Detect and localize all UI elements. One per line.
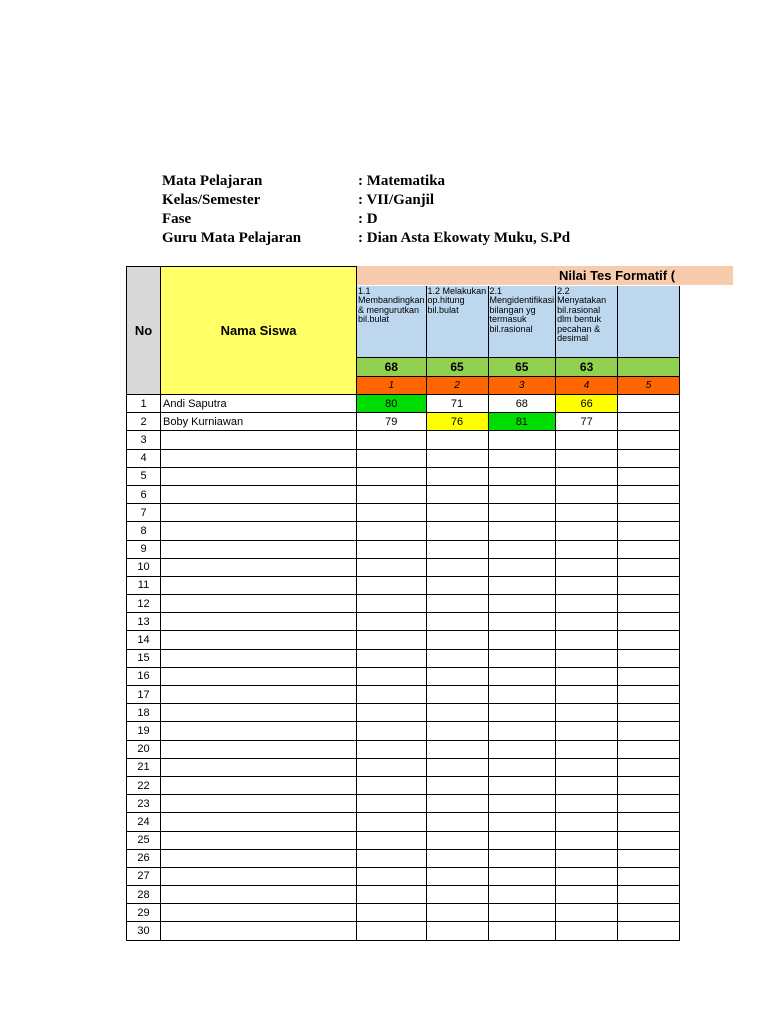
score-cell[interactable] — [618, 558, 680, 576]
score-cell[interactable] — [556, 649, 618, 667]
row-number-cell[interactable]: 4 — [127, 449, 161, 467]
score-cell[interactable] — [426, 904, 488, 922]
score-cell[interactable] — [426, 449, 488, 467]
student-name-cell[interactable] — [161, 686, 357, 704]
score-cell[interactable] — [357, 649, 427, 667]
row-number-cell[interactable]: 25 — [127, 831, 161, 849]
info-value-subject: : Matematika — [358, 173, 446, 189]
score-cell[interactable] — [357, 431, 427, 449]
student-name-cell[interactable] — [161, 831, 357, 849]
score-cell[interactable] — [488, 831, 556, 849]
score-cell[interactable] — [556, 522, 618, 540]
score-cell[interactable] — [618, 722, 680, 740]
score-cell[interactable] — [488, 867, 556, 885]
student-name-cell[interactable] — [161, 667, 357, 685]
table-row — [127, 649, 680, 667]
row-number-cell[interactable]: 5 — [127, 467, 161, 485]
table-row — [127, 704, 680, 722]
score-cell[interactable] — [618, 867, 680, 885]
student-name-cell[interactable] — [161, 795, 357, 813]
score-cell[interactable] — [618, 795, 680, 813]
score-cell[interactable] — [488, 522, 556, 540]
student-name-cell[interactable] — [161, 449, 357, 467]
table-row — [127, 522, 680, 540]
student-name-cell[interactable]: Boby Kurniawan — [161, 413, 357, 431]
student-name-cell[interactable] — [161, 904, 357, 922]
score-cell[interactable] — [556, 867, 618, 885]
score-cell[interactable] — [426, 813, 488, 831]
score-cell[interactable] — [357, 576, 427, 594]
student-name-cell[interactable] — [161, 467, 357, 485]
score-cell[interactable] — [556, 704, 618, 722]
info-value-teacher: : Dian Asta Ekowaty Muku, S.Pd — [358, 230, 571, 246]
row-number-cell[interactable]: 7 — [127, 504, 161, 522]
objective-cell[interactable] — [556, 286, 618, 358]
score-cell[interactable] — [556, 740, 618, 758]
row-number-cell[interactable]: 30 — [127, 922, 161, 940]
score-cell[interactable] — [556, 504, 618, 522]
score-cell[interactable] — [556, 886, 618, 904]
score-cell[interactable] — [618, 595, 680, 613]
info-label-phase: Fase — [162, 211, 192, 227]
info-label-teacher: Guru Mata Pelajaran — [162, 230, 302, 246]
objective-cell[interactable] — [488, 286, 556, 358]
score-cell[interactable] — [618, 467, 680, 485]
score-cell[interactable] — [488, 540, 556, 558]
score-cell[interactable] — [488, 904, 556, 922]
table-row — [127, 922, 680, 940]
info-label-subject: Mata Pelajaran — [162, 173, 263, 189]
table-row — [127, 740, 680, 758]
score-cell[interactable] — [618, 758, 680, 776]
score-cell[interactable] — [488, 813, 556, 831]
student-name-cell[interactable] — [161, 631, 357, 649]
student-name-cell[interactable] — [161, 704, 357, 722]
score-cell[interactable] — [488, 722, 556, 740]
score-cell[interactable] — [357, 722, 427, 740]
score-cell[interactable] — [357, 631, 427, 649]
objective-text: 2.2 Menyatakan bil.rasional dlm bentuk pecahan & desimal — [557, 285, 607, 343]
score-cell[interactable] — [426, 758, 488, 776]
score-cell[interactable] — [618, 522, 680, 540]
score-cell[interactable] — [357, 686, 427, 704]
score-cell[interactable] — [488, 431, 556, 449]
score-cell[interactable] — [618, 449, 680, 467]
score-cell[interactable] — [426, 467, 488, 485]
score-cell[interactable] — [426, 704, 488, 722]
score-cell[interactable] — [556, 722, 618, 740]
score-cell[interactable] — [357, 776, 427, 794]
row-number-cell[interactable]: 13 — [127, 613, 161, 631]
score-cell[interactable] — [556, 595, 618, 613]
score-cell[interactable] — [426, 613, 488, 631]
score-cell[interactable] — [488, 449, 556, 467]
score-cell[interactable] — [618, 504, 680, 522]
kkm-cell[interactable]: 65 — [488, 358, 556, 377]
objective-cell[interactable] — [426, 286, 488, 358]
score-cell[interactable] — [488, 704, 556, 722]
score-cell[interactable] — [357, 558, 427, 576]
score-cell[interactable] — [488, 631, 556, 649]
table-row — [127, 722, 680, 740]
score-cell[interactable] — [357, 704, 427, 722]
score-cell[interactable] — [556, 831, 618, 849]
row-number-cell[interactable]: 28 — [127, 886, 161, 904]
index-cell[interactable]: 5 — [618, 377, 680, 395]
score-cell[interactable] — [488, 595, 556, 613]
student-name-cell[interactable] — [161, 613, 357, 631]
score-cell[interactable] — [426, 595, 488, 613]
table-row — [127, 849, 680, 867]
score-cell[interactable] — [426, 686, 488, 704]
row-number-cell[interactable]: 3 — [127, 431, 161, 449]
score-cell[interactable] — [618, 413, 680, 431]
score-cell[interactable] — [426, 504, 488, 522]
score-cell[interactable] — [488, 576, 556, 594]
score-cell[interactable] — [556, 576, 618, 594]
table-row — [127, 395, 680, 413]
score-cell[interactable] — [618, 704, 680, 722]
row-number-cell[interactable]: 20 — [127, 740, 161, 758]
score-cell[interactable] — [556, 776, 618, 794]
score-cell[interactable] — [488, 740, 556, 758]
score-cell[interactable] — [426, 849, 488, 867]
table-row — [127, 558, 680, 576]
table-row — [127, 904, 680, 922]
score-cell[interactable] — [556, 485, 618, 503]
score-cell[interactable] — [357, 831, 427, 849]
formative-test-banner: Nilai Tes Formatif ( — [357, 266, 733, 285]
score-cell[interactable] — [556, 813, 618, 831]
student-name-cell[interactable] — [161, 649, 357, 667]
student-name-cell[interactable] — [161, 813, 357, 831]
row-number-cell[interactable]: 26 — [127, 849, 161, 867]
score-cell[interactable] — [556, 613, 618, 631]
student-name-cell[interactable] — [161, 595, 357, 613]
row-number-cell[interactable]: 12 — [127, 595, 161, 613]
table-row — [127, 613, 680, 631]
score-cell[interactable] — [426, 722, 488, 740]
index-cell[interactable]: 4 — [556, 377, 618, 395]
score-cell[interactable] — [556, 758, 618, 776]
score-cell[interactable] — [488, 558, 556, 576]
table-row — [127, 413, 680, 431]
table-row — [127, 504, 680, 522]
score-cell[interactable] — [426, 576, 488, 594]
score-cell[interactable] — [618, 485, 680, 503]
row-number-cell[interactable]: 15 — [127, 649, 161, 667]
score-cell[interactable] — [357, 849, 427, 867]
student-name-cell[interactable] — [161, 758, 357, 776]
score-cell[interactable] — [426, 867, 488, 885]
score-cell[interactable] — [618, 813, 680, 831]
row-number-cell[interactable]: 22 — [127, 776, 161, 794]
score-cell[interactable] — [556, 667, 618, 685]
score-cell[interactable] — [488, 795, 556, 813]
table-row — [127, 485, 680, 503]
student-name-cell[interactable] — [161, 576, 357, 594]
score-cell[interactable]: 71 — [426, 395, 488, 413]
score-cell[interactable] — [618, 831, 680, 849]
score-cell[interactable] — [426, 649, 488, 667]
score-cell[interactable] — [618, 922, 680, 940]
score-cell[interactable] — [556, 904, 618, 922]
row-number-cell[interactable]: 14 — [127, 631, 161, 649]
info-value-class: : VII/Ganjil — [358, 192, 434, 208]
score-cell[interactable] — [357, 813, 427, 831]
score-cell[interactable] — [556, 449, 618, 467]
score-cell[interactable]: 66 — [556, 395, 618, 413]
index-cell[interactable]: 2 — [426, 377, 488, 395]
score-cell[interactable] — [357, 449, 427, 467]
score-cell[interactable] — [488, 649, 556, 667]
row-number-cell[interactable]: 29 — [127, 904, 161, 922]
table-row — [127, 540, 680, 558]
student-name-cell[interactable]: Andi Saputra — [161, 395, 357, 413]
score-cell[interactable] — [618, 395, 680, 413]
score-cell[interactable] — [357, 667, 427, 685]
table-row — [127, 886, 680, 904]
score-cell[interactable] — [618, 849, 680, 867]
student-name-cell[interactable] — [161, 431, 357, 449]
score-cell[interactable] — [488, 467, 556, 485]
score-cell[interactable]: 76 — [426, 413, 488, 431]
table-row — [127, 449, 680, 467]
score-cell[interactable] — [426, 740, 488, 758]
score-cell[interactable] — [618, 776, 680, 794]
score-cell[interactable]: 79 — [357, 413, 427, 431]
score-cell[interactable] — [426, 795, 488, 813]
score-cell[interactable] — [556, 849, 618, 867]
score-cell[interactable] — [556, 540, 618, 558]
objective-cell[interactable] — [357, 286, 427, 358]
score-cell[interactable] — [618, 649, 680, 667]
score-cell[interactable] — [618, 631, 680, 649]
index-cell[interactable]: 1 — [357, 377, 427, 395]
score-cell[interactable] — [357, 904, 427, 922]
row-number-cell[interactable]: 10 — [127, 558, 161, 576]
score-cell[interactable] — [357, 540, 427, 558]
header-student-name: Nama Siswa — [161, 267, 357, 395]
student-name-cell[interactable] — [161, 922, 357, 940]
score-cell[interactable] — [618, 686, 680, 704]
score-cell[interactable] — [556, 431, 618, 449]
score-cell[interactable] — [488, 613, 556, 631]
score-cell[interactable]: 80 — [357, 395, 427, 413]
score-cell[interactable] — [488, 504, 556, 522]
score-cell[interactable] — [357, 886, 427, 904]
score-cell[interactable] — [357, 613, 427, 631]
score-cell[interactable] — [426, 631, 488, 649]
table-row — [127, 667, 680, 685]
student-name-cell[interactable] — [161, 504, 357, 522]
student-name-cell[interactable] — [161, 485, 357, 503]
score-cell[interactable] — [556, 558, 618, 576]
row-number-cell[interactable]: 18 — [127, 704, 161, 722]
row-number-cell[interactable]: 24 — [127, 813, 161, 831]
grade-table — [126, 266, 680, 941]
student-name-cell[interactable] — [161, 558, 357, 576]
table-row — [127, 576, 680, 594]
student-name-cell[interactable] — [161, 740, 357, 758]
score-cell[interactable] — [357, 504, 427, 522]
score-cell[interactable] — [488, 886, 556, 904]
row-number-cell[interactable]: 27 — [127, 867, 161, 885]
objective-text: 1.1 Membandingkan & mengurutkan bil.bulat — [358, 285, 425, 324]
score-cell[interactable] — [488, 776, 556, 794]
row-number-cell[interactable]: 1 — [127, 395, 161, 413]
table-row — [127, 813, 680, 831]
student-name-cell[interactable] — [161, 776, 357, 794]
table-row — [127, 467, 680, 485]
student-name-cell[interactable] — [161, 522, 357, 540]
student-name-cell[interactable] — [161, 849, 357, 867]
table-row — [127, 595, 680, 613]
student-name-cell[interactable] — [161, 722, 357, 740]
score-cell[interactable] — [488, 758, 556, 776]
score-cell[interactable] — [357, 467, 427, 485]
score-cell[interactable] — [618, 613, 680, 631]
score-cell[interactable] — [488, 849, 556, 867]
info-label-class: Kelas/Semester — [162, 192, 261, 208]
objective-text: 2.1 Mengidentifikasi bilangan yg termasuk bil.rasional — [489, 285, 555, 334]
score-cell[interactable] — [357, 485, 427, 503]
score-cell[interactable] — [426, 540, 488, 558]
score-cell[interactable] — [357, 795, 427, 813]
score-cell[interactable] — [426, 922, 488, 940]
score-cell[interactable] — [488, 922, 556, 940]
score-cell[interactable] — [357, 595, 427, 613]
row-number-cell[interactable]: 19 — [127, 722, 161, 740]
table-row — [127, 831, 680, 849]
table-row — [127, 431, 680, 449]
row-number-cell[interactable]: 21 — [127, 758, 161, 776]
score-cell[interactable] — [618, 886, 680, 904]
header-no: No — [127, 267, 161, 395]
score-cell[interactable] — [426, 485, 488, 503]
score-cell[interactable] — [426, 667, 488, 685]
score-cell[interactable] — [556, 795, 618, 813]
table-row — [127, 776, 680, 794]
score-cell[interactable]: 81 — [488, 413, 556, 431]
kkm-cell[interactable]: 65 — [426, 358, 488, 377]
row-number-cell[interactable]: 17 — [127, 686, 161, 704]
score-cell[interactable] — [357, 522, 427, 540]
score-cell[interactable] — [556, 467, 618, 485]
row-number-cell[interactable]: 2 — [127, 413, 161, 431]
score-cell[interactable] — [357, 758, 427, 776]
kkm-cell[interactable]: 68 — [357, 358, 427, 377]
index-cell[interactable]: 3 — [488, 377, 556, 395]
score-cell[interactable] — [488, 667, 556, 685]
score-cell[interactable]: 68 — [488, 395, 556, 413]
score-cell[interactable] — [357, 740, 427, 758]
kkm-cell[interactable] — [618, 358, 680, 377]
score-cell[interactable] — [618, 904, 680, 922]
objective-cell[interactable] — [618, 286, 680, 358]
score-cell[interactable]: 77 — [556, 413, 618, 431]
student-name-cell[interactable] — [161, 886, 357, 904]
row-number-cell[interactable]: 23 — [127, 795, 161, 813]
row-number-cell[interactable]: 6 — [127, 485, 161, 503]
score-cell[interactable] — [556, 631, 618, 649]
table-row — [127, 686, 680, 704]
student-name-cell[interactable] — [161, 867, 357, 885]
score-cell[interactable] — [426, 831, 488, 849]
score-cell[interactable] — [618, 576, 680, 594]
table-row — [127, 867, 680, 885]
score-cell[interactable] — [618, 431, 680, 449]
table-row — [127, 631, 680, 649]
score-cell[interactable] — [618, 540, 680, 558]
score-cell[interactable] — [618, 667, 680, 685]
score-cell[interactable] — [357, 867, 427, 885]
score-cell[interactable] — [556, 686, 618, 704]
table-row — [127, 795, 680, 813]
row-number-cell[interactable]: 11 — [127, 576, 161, 594]
student-name-cell[interactable] — [161, 540, 357, 558]
info-value-phase: : D — [358, 211, 378, 227]
table-row — [127, 758, 680, 776]
row-number-cell[interactable]: 9 — [127, 540, 161, 558]
score-cell[interactable] — [488, 485, 556, 503]
score-cell[interactable] — [357, 922, 427, 940]
score-cell[interactable] — [426, 776, 488, 794]
score-cell[interactable] — [426, 558, 488, 576]
score-cell[interactable] — [426, 886, 488, 904]
score-cell[interactable] — [556, 922, 618, 940]
score-cell[interactable] — [426, 431, 488, 449]
row-number-cell[interactable]: 8 — [127, 522, 161, 540]
score-cell[interactable] — [488, 686, 556, 704]
objective-text: 1.2 Melakukan op.hitung bil.bulat — [427, 285, 487, 315]
row-number-cell[interactable]: 16 — [127, 667, 161, 685]
kkm-cell[interactable]: 63 — [556, 358, 618, 377]
score-cell[interactable] — [618, 740, 680, 758]
score-cell[interactable] — [426, 522, 488, 540]
